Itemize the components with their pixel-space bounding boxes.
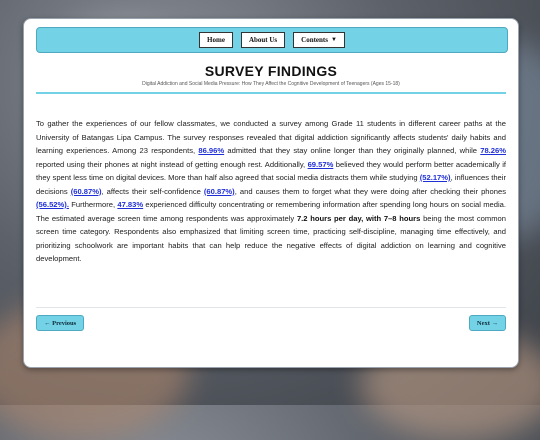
findings-paragraph (36, 117, 506, 266)
findings-text: believed they would perform better academically if they spent less time on digital devices. More than half also agreed that social media distracts them while studying (36, 159, 506, 182)
stat-perform-better: 69.57% (307, 159, 334, 169)
findings-text: experienced difficulty concentrating or remembering information after spending long hours on social media. The estimated average screen time among respondents was approximately (36, 200, 507, 223)
stat-distracts-studying: (52.17%) (419, 173, 451, 182)
nav-home-button[interactable] (199, 32, 233, 48)
stat-phone-at-night: 78.26% (480, 146, 506, 155)
chevron-down-icon: ▼ (330, 37, 337, 43)
page-subtitle: Digital Addiction and Social Media Pressure: How They Affect the Cognitive Development of Teenagers (Ages 15-18) (142, 81, 400, 87)
findings-text: , influences their decisions (36, 173, 506, 196)
findings-text: Furthermore, (68, 200, 118, 209)
previous-button[interactable] (36, 315, 84, 331)
next-button[interactable] (469, 315, 506, 331)
next-label: Next → (476, 319, 498, 327)
findings-text: , affects their self-confidence (101, 186, 204, 196)
previous-label: ← Previous (44, 319, 77, 327)
top-nav-bar (36, 27, 508, 53)
stat-online-longer: 86.96% (198, 146, 225, 155)
footer-divider (36, 307, 506, 308)
stat-forget-tasks: (56.52%). (36, 200, 69, 209)
nav-contents-label: Contents (301, 36, 328, 44)
findings-text: being the most common screen time category. Respondents also emphasized that limiting screen time, practicing self-discipline, managing time effectively, and prioritizing schoolwork are important habits that can help reduce the negative effects of digital addiction on learning and cognitive development. (36, 213, 506, 263)
stat-influences-decisions: (60.87%) (70, 186, 102, 196)
stat-concentration: 47.83% (117, 200, 144, 209)
content-panel (23, 18, 519, 368)
findings-text: reported using their phones at night instead of getting enough rest. Additionally, (36, 159, 308, 169)
nav-about-label: About Us (248, 36, 278, 44)
findings-text: admitted that they stay online longer than they originally planned, while (224, 146, 481, 155)
findings-text: , and causes them to forget what they were doing after checking their phones (234, 186, 506, 196)
page-title: SURVEY FINDINGS (204, 63, 338, 79)
nav-contents-dropdown[interactable] (293, 32, 345, 48)
nav-home-label: Home (207, 36, 225, 44)
screen-time-highlight: 7.2 hours per day, with 7–8 hours (296, 213, 421, 223)
nav-about-button[interactable] (241, 32, 285, 48)
title-divider (36, 92, 506, 94)
findings-text: To gather the experiences of our fellow classmates, we conducted a survey among Grade 11 students in different career paths at the University of Batangas Lipa Campus. The survey responses revealed that digital addiction significantly affects students' daily habits and learning experiences. Among 23 respondents, (36, 119, 506, 155)
stat-self-confidence: (60.87%) (203, 186, 235, 196)
